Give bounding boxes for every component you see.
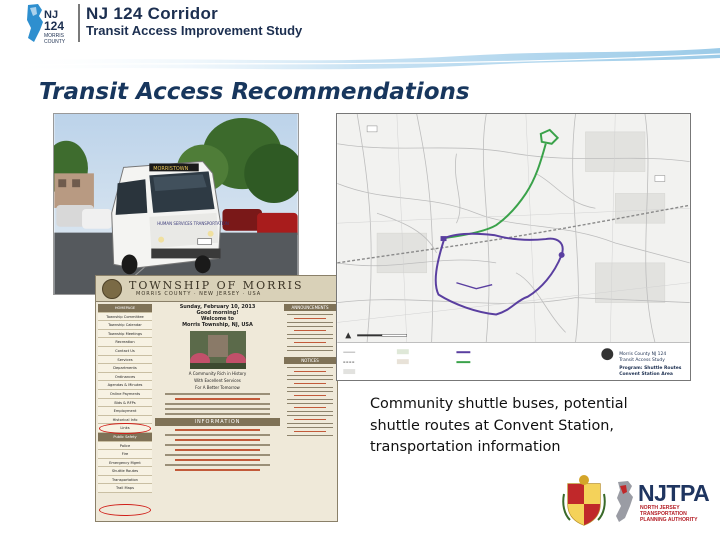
highlight-circle (99, 504, 151, 516)
website-main (155, 304, 280, 471)
nav-item[interactable]: Agendas & Minutes (98, 381, 152, 390)
nav-item[interactable]: Bids & RFPs (98, 399, 152, 408)
study-title: NJ 124 Corridor (86, 4, 219, 23)
nav-item[interactable]: Shuttle Routes (98, 467, 152, 476)
shuttle-bus-photo (53, 113, 299, 295)
njtpa-sub-line: PLANNING AUTHORITY (640, 517, 698, 524)
study-subtitle: Transit Access Improvement Study (86, 23, 303, 38)
svg-text:MORRIS: MORRIS (44, 33, 64, 39)
nav-item[interactable]: Transportation (98, 476, 152, 485)
header-divider (78, 4, 80, 42)
header-band (0, 44, 720, 74)
website-date: Sunday, February 10, 2013 (179, 304, 256, 310)
nav-item[interactable]: Township Calendar (98, 321, 152, 330)
highlight-circle (99, 423, 151, 434)
njtpa-sub-line: NORTH JERSEY (640, 505, 680, 511)
shuttle-route-map (336, 113, 691, 381)
nav-item[interactable]: Township Committee (98, 313, 152, 322)
svg-text:Convent Station Area: Convent Station Area (619, 372, 673, 378)
slide-caption (370, 394, 670, 459)
nj124-logo (22, 2, 76, 46)
svg-text:Transit Access Study: Transit Access Study (619, 358, 665, 364)
njtpa-logo-text: NJTPA (638, 480, 710, 506)
nav-item[interactable]: Online Payments (98, 390, 152, 399)
welcome-line: Good morning! (196, 310, 239, 316)
nav-item[interactable]: HOMEPAGE (98, 304, 152, 313)
website-tagline: A Community Rich in History (188, 371, 247, 376)
website-tagline: With Excellent Services (194, 378, 241, 383)
nav-item[interactable]: Employment (98, 407, 152, 416)
svg-text:124: 124 (44, 19, 65, 33)
nav-item[interactable]: Emergency Mgmt (98, 459, 152, 468)
nav-item[interactable]: Fire (98, 450, 152, 459)
svg-text:Program: Shuttle Routes: Program: Shuttle Routes (619, 366, 682, 372)
county-crest-logo (562, 474, 606, 526)
website-brand: TOWNSHIP OF MORRIS (129, 279, 304, 292)
slide-header (0, 0, 720, 50)
announcements-bar: ANNOUNCEMENTS (284, 304, 336, 311)
website-sidebar (284, 304, 336, 436)
township-seal-icon (102, 279, 122, 299)
nav-item[interactable]: Public Safety (98, 433, 152, 442)
nav-item[interactable]: Police (98, 442, 152, 451)
nav-item[interactable]: Contact Us (98, 347, 152, 356)
welcome-line: Morris Township, NJ, USA (182, 322, 253, 328)
website-text-block (155, 393, 280, 415)
svg-text:MORRISTOWN: MORRISTOWN (153, 165, 189, 172)
njtpa-subtitle (640, 505, 716, 524)
svg-text:COUNTY: COUNTY (44, 39, 66, 45)
website-banner (96, 276, 337, 302)
information-bar: INFORMATION (155, 418, 280, 426)
caption-line: transportation information (370, 439, 561, 455)
website-nav (98, 304, 152, 493)
website-link-list (155, 429, 280, 471)
nav-item[interactable]: Ordinances (98, 373, 152, 382)
welcome-line: Welcome to (200, 316, 234, 322)
nav-item[interactable]: Departments (98, 364, 152, 373)
nav-item[interactable]: Historical Info (98, 416, 152, 425)
njtpa-sub-line: TRANSPORTATION (640, 511, 687, 518)
nav-item[interactable]: Services (98, 356, 152, 365)
svg-text:Morris County NJ 124: Morris County NJ 124 (619, 352, 667, 358)
website-tagline: For A Better Tomorrow (195, 385, 240, 390)
nav-item[interactable]: Recreation (98, 338, 152, 347)
township-website-screenshot (95, 275, 338, 522)
website-brand-sub: MORRIS COUNTY · NEW JERSEY · USA (136, 291, 262, 297)
page-title: Transit Access Recommendations (39, 79, 470, 105)
caption-line: Community shuttle buses, potential (370, 396, 628, 412)
svg-text:HUMAN SERVICES TRANSPORTATION: HUMAN SERVICES TRANSPORTATION (157, 220, 229, 226)
website-photo (190, 331, 246, 369)
nav-item[interactable]: Links (98, 424, 152, 433)
nav-item[interactable]: Trail Maps (98, 484, 152, 493)
svg-text:NJ: NJ (44, 9, 59, 21)
new-jersey-map-icon (614, 480, 636, 524)
caption-line: shuttle routes at Convent Station, (370, 417, 614, 434)
notices-bar: NOTICES (284, 357, 336, 364)
nav-item[interactable]: Township Meetings (98, 330, 152, 339)
